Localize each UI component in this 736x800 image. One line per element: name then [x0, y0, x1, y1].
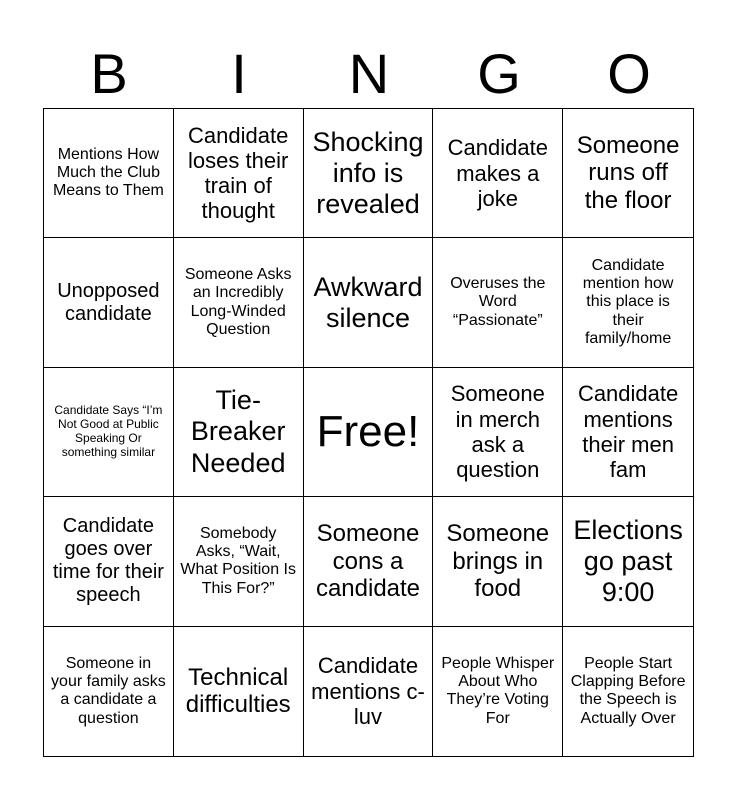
header-letter-n: N — [348, 42, 390, 105]
bingo-cell[interactable]: Candidate mention how this place is their family/home — [563, 238, 693, 367]
bingo-cell[interactable]: Tie-Breaker Needed — [174, 368, 304, 497]
bingo-cell[interactable]: Candidate makes a joke — [433, 109, 563, 238]
bingo-cell[interactable]: Someone Asks an Incredibly Long-Winded Question — [174, 238, 304, 367]
bingo-cell[interactable]: Candidate mentions their men fam — [563, 368, 693, 497]
bingo-cell[interactable]: Awkward silence — [304, 238, 434, 367]
bingo-cell[interactable]: Candidate mentions c-luv — [304, 627, 434, 756]
bingo-cell[interactable]: Somebody Asks, “Wait, What Position Is This For?” — [174, 497, 304, 626]
bingo-cell[interactable]: Candidate Says “I’m Not Good at Public Speaking Or something similar — [44, 368, 174, 497]
bingo-cell[interactable]: Unopposed candidate — [44, 238, 174, 367]
bingo-cell[interactable]: Someone in your family asks a candidate a question — [44, 627, 174, 756]
header-letter-o: O — [607, 42, 651, 105]
bingo-cell[interactable]: Someone cons a candidate — [304, 497, 434, 626]
header-letter-i: I — [231, 42, 247, 105]
bingo-cell[interactable]: Someone in merch ask a question — [433, 368, 563, 497]
bingo-cell[interactable]: Candidate goes over time for their speech — [44, 497, 174, 626]
bingo-board — [43, 108, 694, 757]
bingo-cell[interactable]: People Whisper About Who They’re Voting For — [433, 627, 563, 756]
bingo-cell[interactable]: Candidate loses their train of thought — [174, 109, 304, 238]
header-letter-g: G — [477, 42, 521, 105]
free-space-cell[interactable]: Free! — [304, 368, 434, 497]
bingo-cell[interactable]: Someone brings in food — [433, 497, 563, 626]
bingo-cell[interactable]: Someone runs off the floor — [563, 109, 693, 238]
bingo-cell[interactable]: Technical difficulties — [174, 627, 304, 756]
bingo-header — [44, 42, 694, 106]
bingo-cell[interactable]: Shocking info is revealed — [304, 109, 434, 238]
header-letter-b: B — [90, 42, 128, 105]
bingo-cell[interactable]: People Start Clapping Before the Speech is Actually Over — [570, 654, 686, 727]
bingo-cell[interactable]: Elections go past 9:00 — [563, 497, 693, 626]
bingo-cell[interactable]: Overuses the Word “Passionate” — [433, 238, 563, 367]
bingo-cell[interactable]: Mentions How Much the Club Means to Them — [44, 109, 174, 238]
